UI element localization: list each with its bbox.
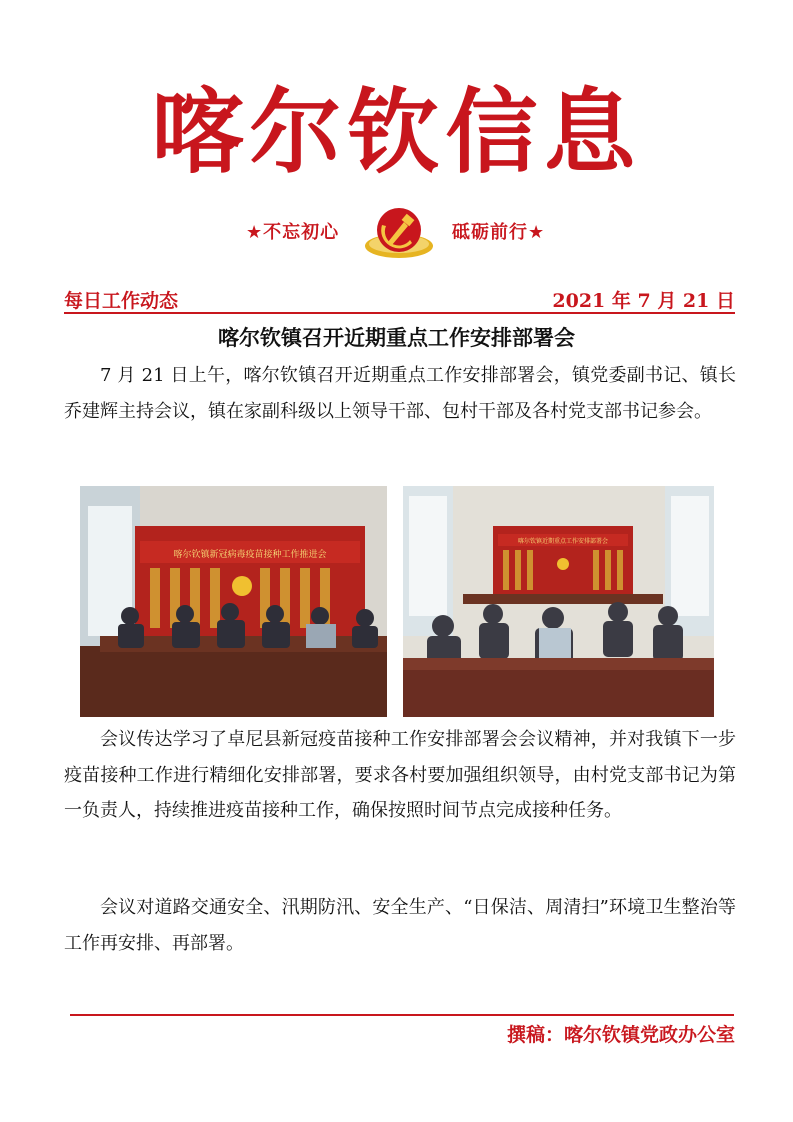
article-paragraph-1: 7 月 21 日上午，喀尔钦镇召开近期重点工作安排部署会，镇党委副书记、镇长乔建辉主持会议，镇在家副科级以上领导干部、包村干部及各村党支部书记参会。 bbox=[64, 365, 736, 422]
header-bar bbox=[64, 284, 735, 314]
photo-left-banner: 喀尔钦镇新冠病毒疫苗接种工作推进会 bbox=[173, 550, 327, 560]
category-label: 每日工作动态 bbox=[64, 290, 179, 312]
byline: 撰稿：喀尔钦镇党政办公室 bbox=[506, 1024, 735, 1046]
article-title: 喀尔钦镇召开近期重点工作安排部署会 bbox=[218, 325, 575, 350]
footer-divider bbox=[70, 1014, 734, 1016]
meeting-photo-right bbox=[403, 486, 714, 717]
article-paragraph-2: 会议传达学习了卓尼县新冠疫苗接种工作安排部署会会议精神，并对我镇下一步疫苗接种工作进行精细化安排部署，要求各村要加强组织领导，由村党支部书记为第一负责人，持续推进疫苗接种工作，确保按照时间节点完成接种任务。 bbox=[64, 729, 736, 821]
party-emblem-icon bbox=[362, 204, 436, 262]
meeting-photo-left bbox=[80, 486, 387, 717]
issue-date: 2021 年 7 月 21 日 bbox=[552, 290, 735, 312]
slogan-left: ★不忘初心 bbox=[246, 222, 340, 243]
slogan-right: 砥砺前行★ bbox=[452, 222, 546, 243]
slogan-row bbox=[0, 202, 793, 264]
article-paragraph-3: 会议对道路交通安全、汛期防汛、安全生产、“日保洁、周清扫”环境卫生整治等工作再安排、再部署。 bbox=[64, 897, 736, 954]
photo-right-banner: 喀尔钦镇近期重点工作安排部署会 bbox=[517, 538, 609, 545]
masthead-title: 喀尔钦信息 bbox=[151, 79, 642, 186]
